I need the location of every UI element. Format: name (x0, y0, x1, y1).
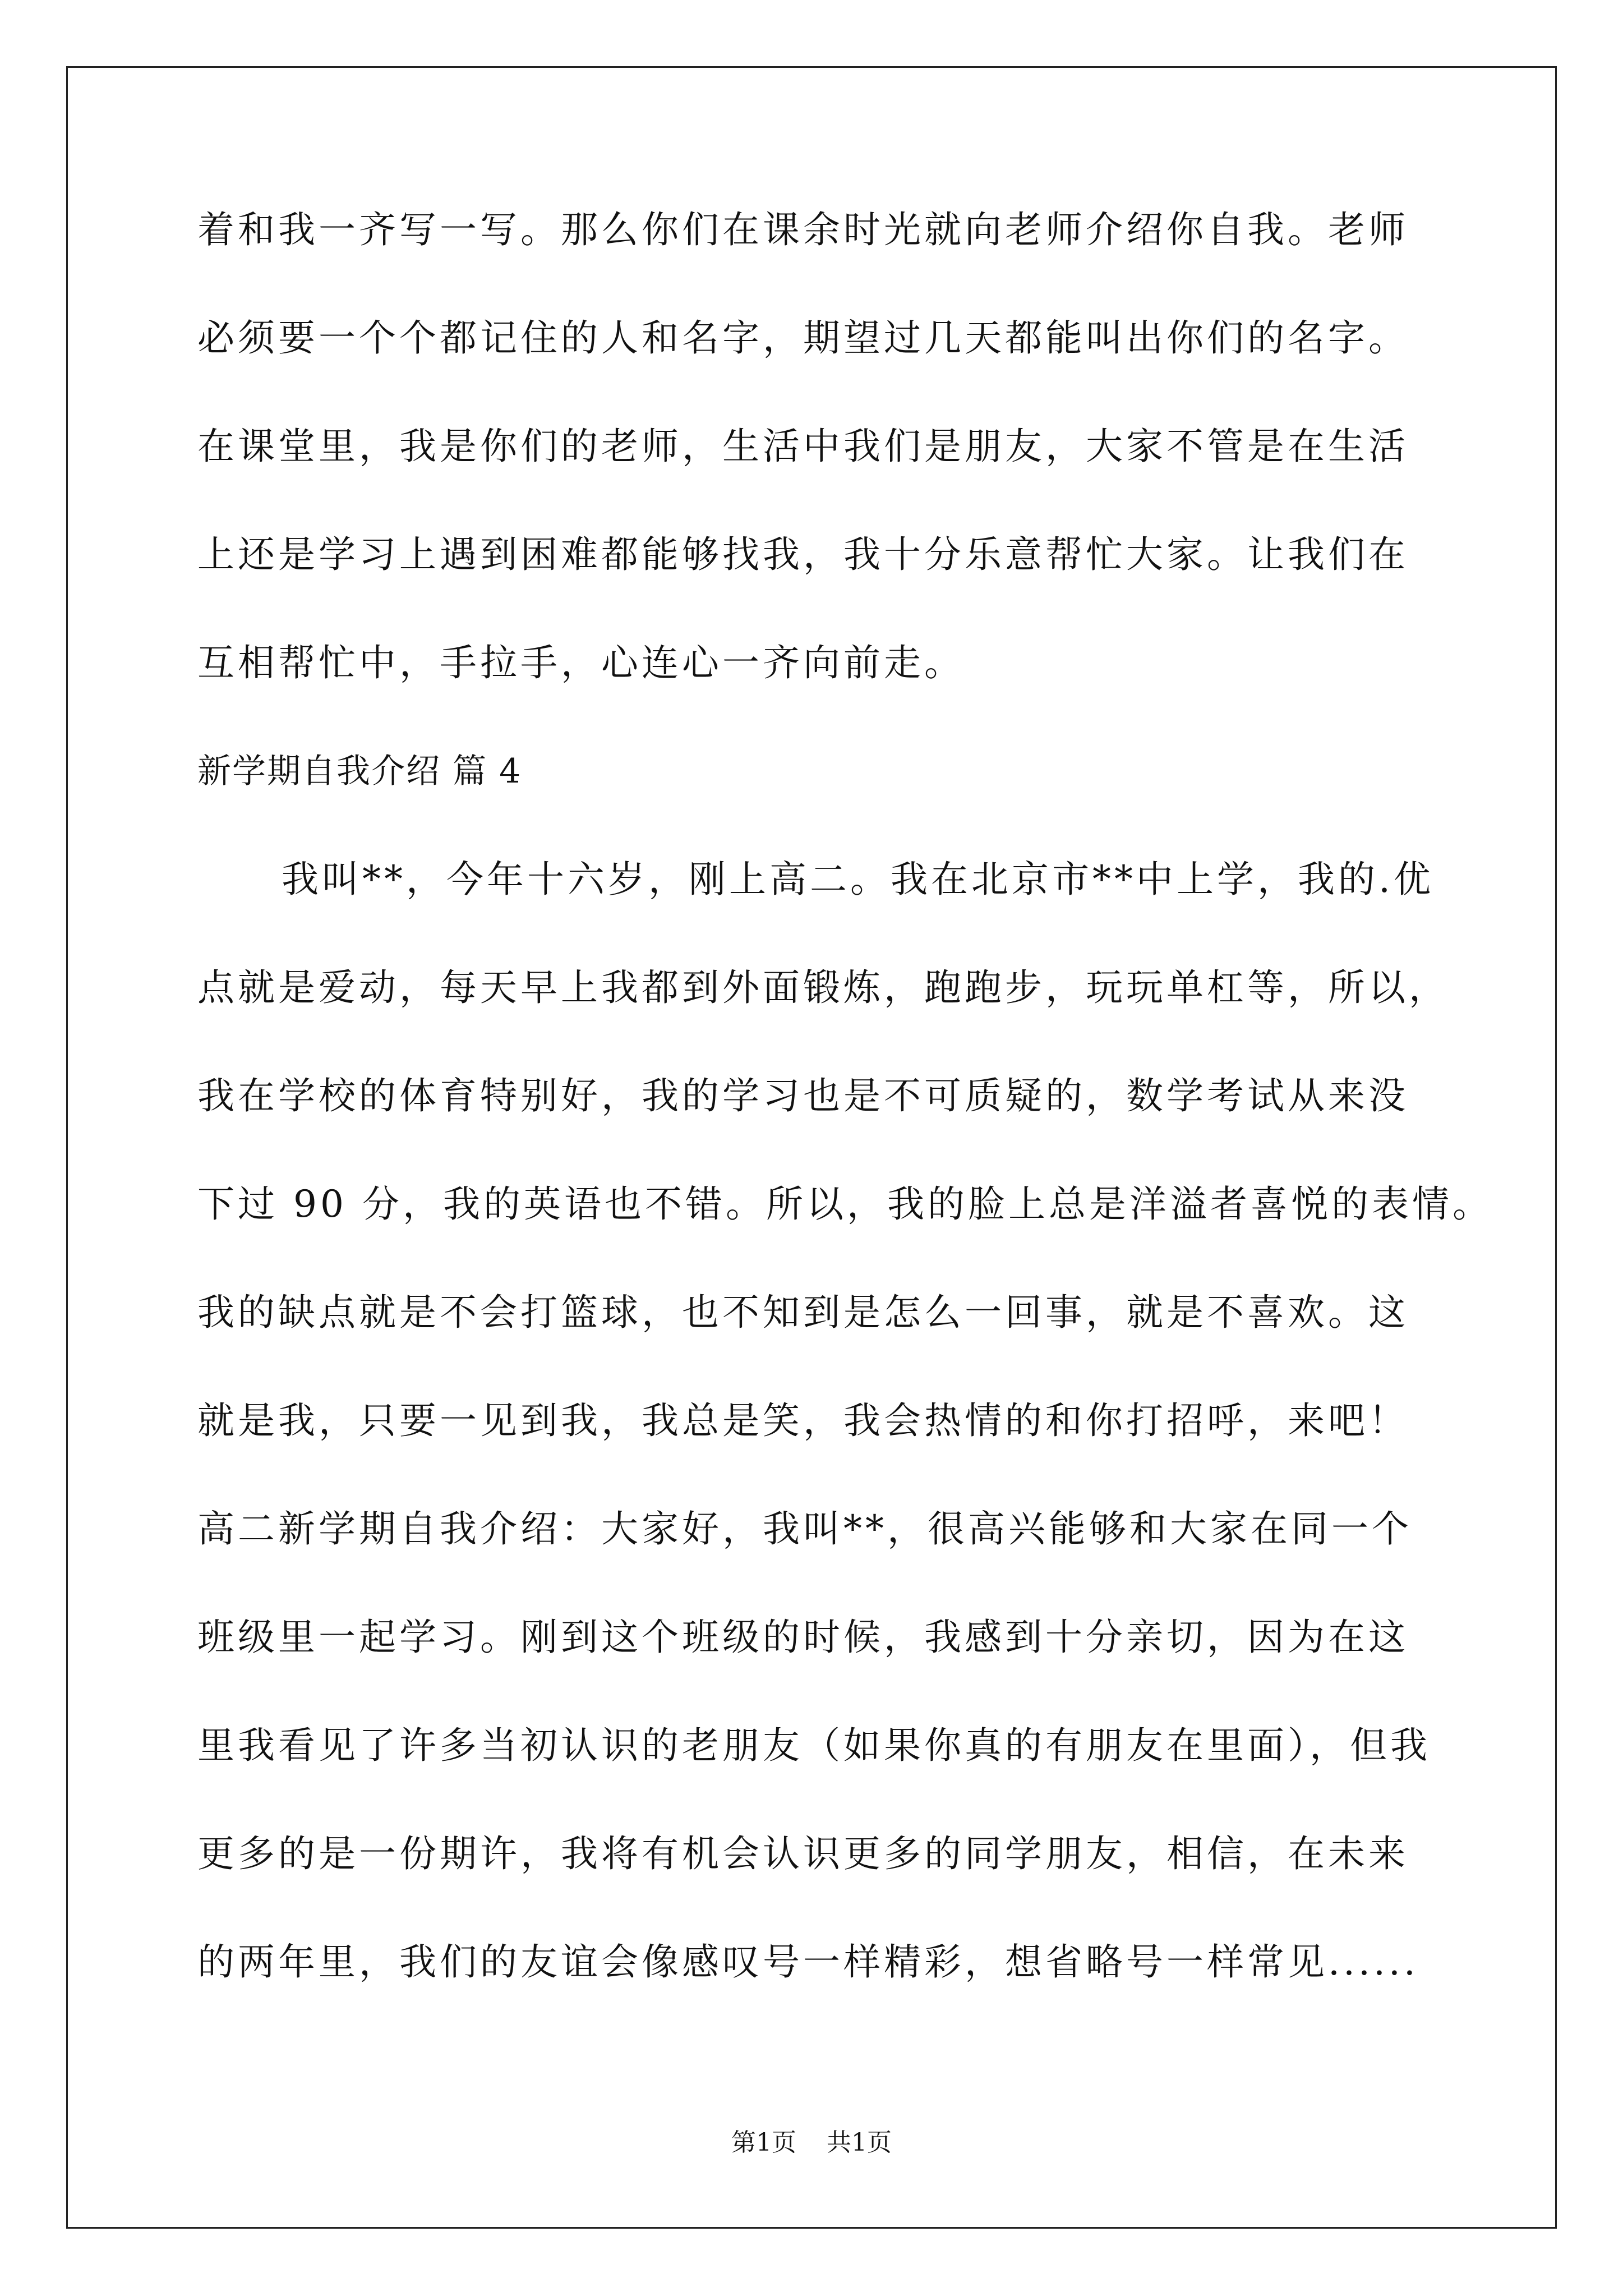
text-line: 里我看见了许多当初认识的老朋友（如果你真的有朋友在里面），但我 (197, 1724, 1431, 1767)
text-line: 下过 90 分，我的英语也不错。所以，我的脸上总是洋溢者喜悦的表情。 (197, 1182, 1493, 1226)
text-line: 上还是学习上遇到困难都能够找我，我十分乐意帮忙大家。让我们在 (197, 533, 1409, 576)
page-number-total: 共1页 (827, 2128, 892, 2157)
section-heading: 新学期自我介绍 篇 4 (197, 752, 522, 791)
document-body (197, 208, 1493, 2049)
page-footer (0, 2129, 1623, 2157)
text-line: 就是我，只要一见到我，我总是笑，我会热情的和你打招呼，来吧！ (197, 1399, 1409, 1442)
text-line: 必须要一个个都记住的人和名字，期望过几天都能叫出你们的名字。 (197, 316, 1409, 360)
text-line: 互相帮忙中，手拉手，心连心一齐向前走。 (197, 641, 965, 684)
text-line: 我叫**，今年十六岁，刚上高二。我在北京市**中上学，我的.优 (282, 858, 1434, 901)
text-line: 我在学校的体育特别好，我的学习也是不可质疑的，数学考试从来没 (197, 1074, 1409, 1117)
text-line: 在课堂里，我是你们的老师，生活中我们是朋友，大家不管是在生活 (197, 425, 1409, 468)
text-line: 班级里一起学习。刚到这个班级的时候，我感到十分亲切，因为在这 (197, 1616, 1409, 1659)
text-line: 着和我一齐写一写。那么你们在课余时光就向老师介绍你自我。老师 (197, 208, 1409, 251)
text-line: 的两年里，我们的友谊会像感叹号一样精彩，想省略号一样常见...... (197, 1940, 1419, 1984)
text-line: 我的缺点就是不会打篮球，也不知到是怎么一回事，就是不喜欢。这 (197, 1291, 1409, 1334)
page-number-current: 第1页 (731, 2128, 796, 2157)
text-line: 更多的是一份期许，我将有机会认识更多的同学朋友，相信，在未来 (197, 1832, 1409, 1875)
text-line: 高二新学期自我介绍：大家好，我叫**，很高兴能够和大家在同一个 (197, 1507, 1412, 1550)
text-line: 点就是爱动，每天早上我都到外面锻炼，跑跑步，玩玩单杠等，所以， (197, 966, 1449, 1009)
